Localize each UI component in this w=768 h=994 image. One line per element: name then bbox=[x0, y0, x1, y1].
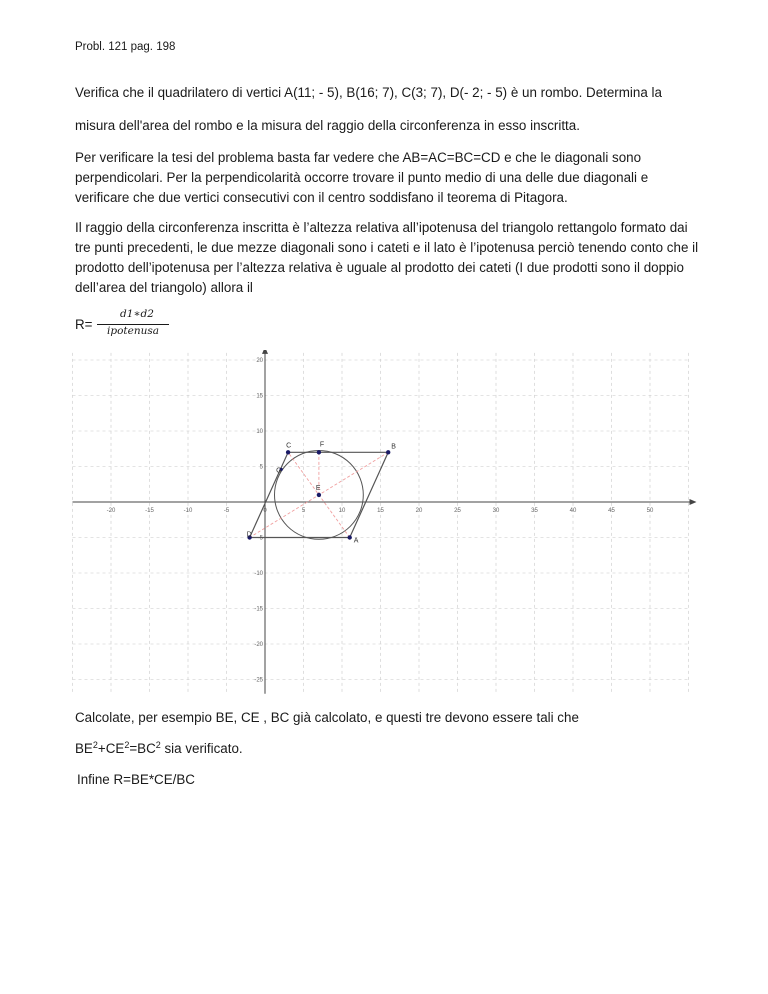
y-tick-label: 15 bbox=[256, 393, 263, 400]
point-f bbox=[317, 450, 321, 454]
y-tick-label: -25 bbox=[254, 677, 263, 684]
x-tick-label: -10 bbox=[183, 508, 193, 514]
x-tick-label: 30 bbox=[492, 508, 500, 514]
x-tick-label: 35 bbox=[531, 508, 538, 514]
point-label-f: F bbox=[319, 441, 325, 449]
point-c bbox=[286, 450, 290, 454]
x-tick-label: 5 bbox=[301, 508, 306, 514]
y-tick-label: -5 bbox=[257, 535, 263, 542]
x-axis-arrow bbox=[690, 499, 697, 505]
formula-denominator: ipotenusa bbox=[106, 325, 159, 337]
y-tick-label: 20 bbox=[256, 358, 263, 364]
formula-numerator: d1∗d2 bbox=[120, 308, 154, 320]
x-tick-label: -15 bbox=[145, 508, 154, 514]
x-tick-label: -5 bbox=[223, 508, 230, 514]
rhombus-graph bbox=[70, 350, 700, 702]
point-label-b: B bbox=[391, 443, 396, 451]
pythagoras-condition: $BE^2+CE^2=BC^2$ sia verificato. bbox=[75, 740, 243, 756]
point-label-a: A bbox=[353, 537, 359, 545]
paragraph-inscribed-radius: Il raggio della circonferenza inscritta è l’altezza relativa all’ipotenusa del triangolo rettangolo formato dai tre punti precedenti, le due mezze diagonali sono i cateti e il lato è l’ipotenusa perciò tenendo conto che il prodotto dell’ipotenusa per l’altezza relativa è uguale al prodotto dei cateti (I due prodotti sono il doppio dell’area del triangolo) allora il bbox=[75, 220, 699, 295]
point-label-c: C bbox=[286, 442, 292, 450]
problem-statement-line-2: misura dell'area del rombo e la misura del raggio della circonferenza in esso inscritta. bbox=[75, 118, 580, 133]
point-label-g: G bbox=[276, 467, 282, 475]
x-tick-label: 40 bbox=[569, 508, 577, 514]
y-tick-label: 5 bbox=[259, 464, 263, 471]
y-axis-arrow bbox=[262, 350, 268, 354]
x-tick-label: 25 bbox=[454, 508, 461, 514]
point-a bbox=[348, 535, 352, 539]
y-tick-label: 10 bbox=[256, 429, 263, 435]
problem-statement-line-1: Verifica che il quadrilatero di vertici A(11; - 5), B(16; 7), C(3; 7), D(- 2; - 5) è un rombo. Determina la bbox=[75, 85, 662, 100]
calc-instruction: Calcolate, per esempio BE, CE , BC già calcolato, e questi tre devono essere tali che bbox=[75, 710, 579, 725]
final-formula: Infine R=BE*CE/BC bbox=[77, 772, 195, 787]
x-tick-label: 45 bbox=[608, 508, 615, 514]
x-tick-label: -20 bbox=[106, 508, 116, 514]
paragraph-verification: Per verificare la tesi del problema basta far vedere che AB=AC=BC=CD e che le diagonali sono perpendicolari. Per la perpendicolarità occorre trovare il punto medio di una delle due diagonali e verificare che due vertici consecutivi con il centro soddisfano il teorema di Pitagora. bbox=[75, 150, 649, 205]
formula-label: R= bbox=[75, 317, 93, 332]
y-tick-label: -20 bbox=[254, 642, 263, 648]
x-tick-label: 0 bbox=[263, 508, 267, 514]
x-tick-label: 15 bbox=[377, 508, 384, 514]
x-tick-label: 50 bbox=[646, 508, 654, 514]
x-tick-label: 20 bbox=[415, 508, 423, 514]
point-e bbox=[317, 493, 321, 497]
x-tick-label: 10 bbox=[338, 508, 346, 514]
point-label-e: E bbox=[315, 484, 321, 492]
y-tick-label: -15 bbox=[254, 606, 263, 613]
page-header: Probl. 121 pag. 198 bbox=[75, 41, 176, 53]
y-tick-label: -10 bbox=[254, 571, 263, 577]
point-b bbox=[386, 450, 390, 454]
point-label-d: D bbox=[246, 531, 252, 539]
